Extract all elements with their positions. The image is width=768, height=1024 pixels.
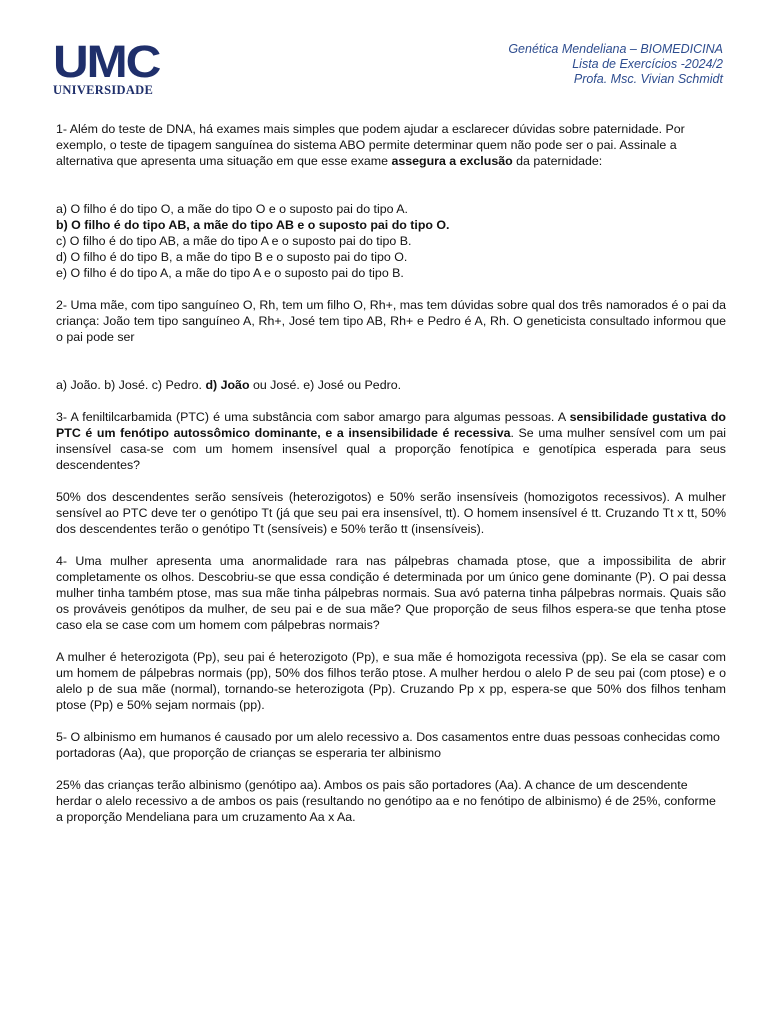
question-3-emphasis: sensibilidade gustativa do PTC é um fenótipo autossômico dominante, e a insensibilidade é recessiva: [56, 410, 726, 440]
question-2-stem: 2- Uma mãe, com tipo sanguíneo O, Rh, tem um filho O, Rh+, mas tem dúvidas sobre qual dos três namorados é o pai da criança: João tem tipo sanguíneo A, Rh+, José tem tipo AB, Rh+ e Pedro é A, Rh. O geneticista consultado informou que o pai pode ser: [56, 298, 726, 344]
umc-logo: [53, 36, 160, 98]
question-1-option-a: a) O filho é do tipo O, a mãe do tipo O e o suposto pai do tipo A.: [56, 202, 408, 216]
question-5-stem: 5- O albinismo em humanos é causado por um alelo recessivo a. Dos casamentos entre duas pessoas conhecidas como portadoras (Aa), que proporção de crianças se esperaria ter albinismo: [56, 730, 720, 760]
question-3-stem: 3- A feniltilcarbamida (PTC) é uma substância com sabor amargo para algumas pessoas. A sensibilidade gustativa do PTC é um fenótipo autossômico dominante, e a insensibilidade é recessiva. Se uma mulher sensível com um pai insensível casa-se com um homem insensível qual a proporção fenotípica e genotípica esperada para seus descendentes?: [56, 410, 726, 472]
teacher-name: Profa. Msc. Vivian Schmidt: [573, 72, 723, 86]
question-4-answer: A mulher é heterozigota (Pp), seu pai é heterozigoto (Pp), e sua mãe é homozigota recessiva (pp). Se ela se casar com um homem de pálpebras normais (pp), 50% dos filhos terão ptose. A mulher herdou o alelo P de seu pai (com ptose) e o alelo p de sua mãe (normal), tornando-se heterozigota (Pp). Cruzando Pp x pp, espera-se que 50% dos filhos tenham ptose (Pp) e 50% sejam normais (pp).: [56, 650, 726, 712]
logo-sub-text: UNIVERSIDADE: [53, 83, 154, 97]
document-body: [56, 121, 726, 825]
logo-main-text: UMC: [53, 36, 160, 87]
question-1-stem: 1- Além do teste de DNA, há exames mais simples que podem ajudar a esclarecer dúvidas sobre paternidade. Por exemplo, o teste de tipagem sanguínea do sistema ABO permite determinar quem não pode ser o pai. Assinale a alternativa que apresenta uma situação em que esse exame assegura a exclusão da paternidade:: [56, 122, 685, 168]
question-2-answer-highlight: d) João: [205, 378, 250, 392]
question-4-stem: 4- Uma mulher apresenta uma anormalidade rara nas pálpebras chamada ptose, que a impossibilita de abrir completamente os olhos. Descobriu-se que essa condição é determinada por um único gene dominante (P). O pai dessa mulher tinha também ptose, mas sua mãe tinha pálpebras normais. Sua avó paterna tinha pálpebras normais. Quais são os prováveis genótipos da mulher, de seu pai e de sua mãe? Que proporção de seus filhos espera-se que tenha ptose caso ela se case com um homem com pálpebras normais?: [56, 554, 726, 632]
question-5-answer: 25% das crianças terão albinismo (genótipo aa). Ambos os pais são portadores (Aa). A chance de um descendente herdar o alelo recessivo a de ambos os pais (resultando no genótipo aa e no fenótipo de albinismo) é de 25%, conforme a proporção Mendeliana para um cruzamento Aa x Aa.: [56, 778, 716, 824]
question-2-options: a) João. b) José. c) Pedro. d) João ou José. e) José ou Pedro.: [56, 378, 402, 392]
course-title: Genética Mendeliana – BIOMEDICINA: [508, 42, 723, 56]
question-1-option-c: c) O filho é do tipo AB, a mãe do tipo A e o suposto pai do tipo B.: [56, 234, 412, 248]
question-1-option-e: e) O filho é do tipo A, a mãe do tipo A e o suposto pai do tipo B.: [56, 266, 404, 280]
document-header-info: [508, 42, 723, 87]
question-3-answer: 50% dos descendentes serão sensíveis (heterozigotos) e 50% serão insensíveis (homozigotos recessivos). A mulher sensível ao PTC deve ter o genótipo Tt (já que seu pai era insensível, tt). O homem insensível é tt. Cruzando Tt x tt, 50% dos descendentes terão o genótipo Tt (sensíveis) e 50% terão tt (insensíveis).: [56, 490, 726, 536]
question-1-option-b: b) O filho é do tipo AB, a mãe do tipo AB e o suposto pai do tipo O.: [56, 218, 450, 232]
question-1-emphasis: assegura a exclusão: [391, 154, 513, 168]
exercise-list-title: Lista de Exercícios -2024/2: [572, 57, 723, 71]
question-1-option-d: d) O filho é do tipo B, a mãe do tipo B e o suposto pai do tipo O.: [56, 250, 408, 264]
